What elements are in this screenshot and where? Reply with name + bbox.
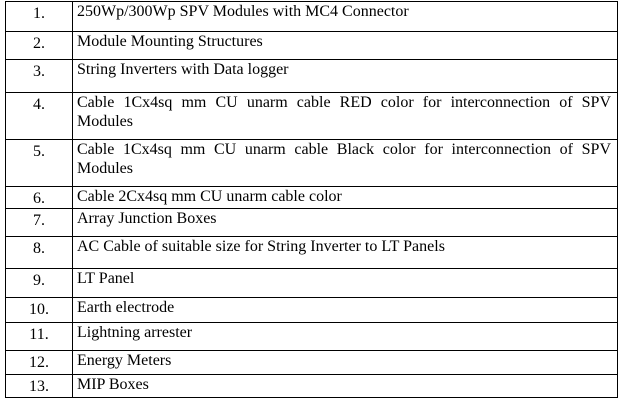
row-description-text: Module Mounting Structures [77, 33, 263, 50]
row-number: 11. [6, 323, 73, 351]
row-description [73, 187, 618, 209]
row-description [73, 237, 618, 269]
table-row [6, 237, 618, 269]
row-description-text: Array Junction Boxes [77, 210, 217, 227]
row-description-text: String Inverters with Data logger [77, 61, 289, 78]
table-row [6, 60, 618, 93]
table-row [6, 140, 618, 187]
equipment-list-table [5, 1, 618, 398]
table-row [6, 351, 618, 375]
row-description [73, 298, 618, 323]
row-description-text: 250Wp/300Wp SPV Modules with MC4 Connector [77, 3, 409, 20]
row-number: 5. [6, 140, 73, 187]
row-description [73, 32, 618, 60]
row-description [73, 140, 618, 187]
row-description-text: Cable 1Cx4sq mm CU unarm cable RED color for interconnection of SPV Modules [77, 94, 611, 130]
table-row [6, 32, 618, 60]
row-description [73, 93, 618, 140]
row-description-text: Energy Meters [77, 352, 172, 369]
row-number: 4. [6, 93, 73, 140]
row-number: 9. [6, 269, 73, 298]
row-number: 3. [6, 60, 73, 93]
row-number: 7. [6, 209, 73, 237]
row-number: 6. [6, 187, 73, 209]
row-description-text: MIP Boxes [77, 376, 149, 393]
row-number: 10. [6, 298, 73, 323]
row-number: 1. [6, 2, 73, 32]
table-row [6, 93, 618, 140]
table-row [6, 375, 618, 398]
row-number: 2. [6, 32, 73, 60]
row-description-text: AC Cable of suitable size for String Inverter to LT Panels [77, 238, 445, 255]
row-description [73, 2, 618, 32]
table-row [6, 209, 618, 237]
row-description [73, 269, 618, 298]
row-description [73, 60, 618, 93]
row-description-text: LT Panel [77, 270, 135, 287]
row-description [73, 351, 618, 375]
table-row [6, 298, 618, 323]
table-row [6, 187, 618, 209]
table-row [6, 323, 618, 351]
row-description-text: Cable 1Cx4sq mm CU unarm cable Black color for interconnection of SPV Modules [77, 141, 611, 177]
row-description-text: Cable 2Cx4sq mm CU unarm cable color [77, 188, 342, 205]
table-row [6, 2, 618, 32]
row-description-text: Lightning arrester [77, 324, 193, 341]
table-row [6, 269, 618, 298]
row-number: 12. [6, 351, 73, 375]
row-number: 13. [6, 375, 73, 398]
row-description [73, 323, 618, 351]
row-number: 8. [6, 237, 73, 269]
row-description [73, 375, 618, 398]
row-description [73, 209, 618, 237]
row-description-text: Earth electrode [77, 299, 175, 316]
